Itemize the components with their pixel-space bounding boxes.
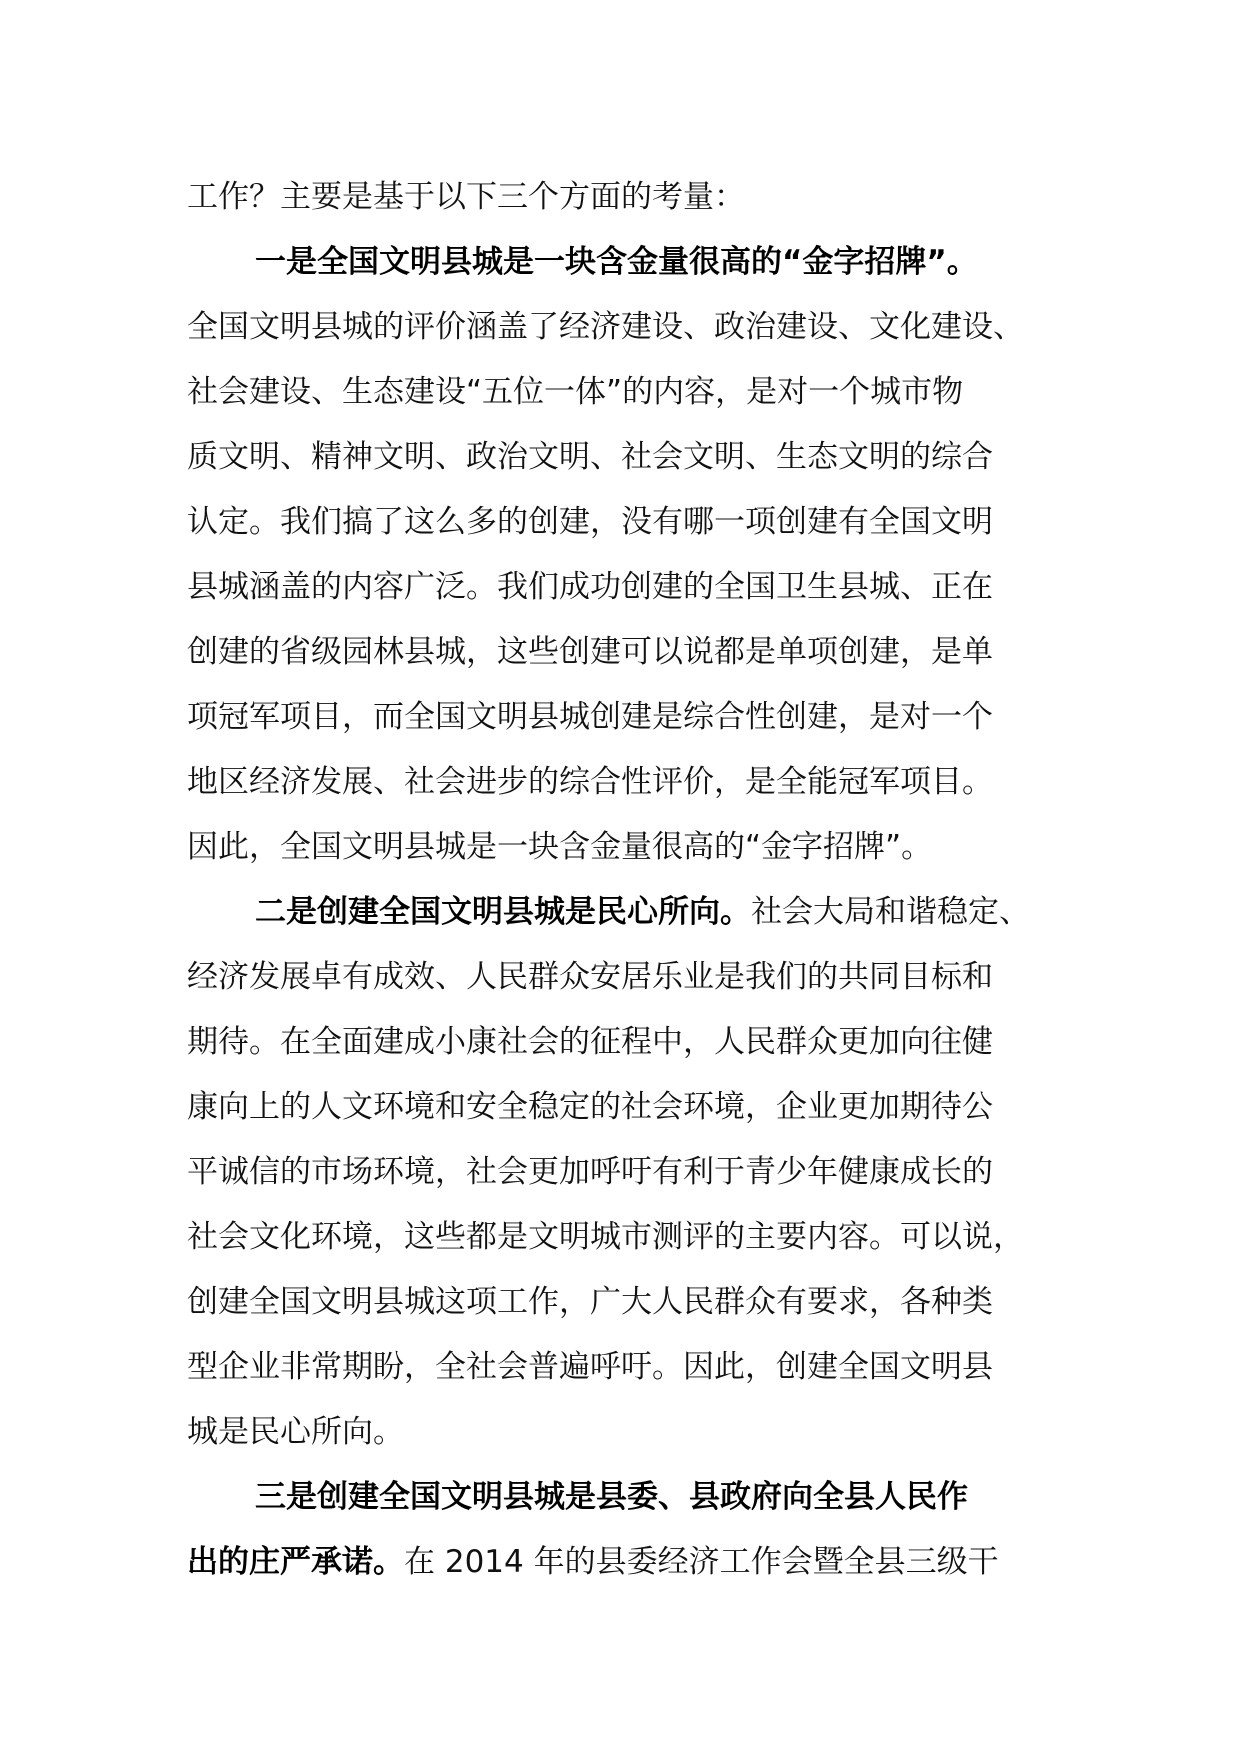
text-segment: 认定。我们搞了这么多的创建，没有哪一项创建有全国文明	[187, 504, 993, 540]
text-line	[187, 1270, 1067, 1335]
text-segment: 地区经济发展、社会进步的综合性评价，是全能冠军项目。	[187, 764, 993, 800]
text-line	[187, 620, 1067, 685]
text-segment: 型企业非常期盼，全社会普遍呼吁。因此，创建全国文明县	[187, 1349, 993, 1385]
text-segment: 社会文化环境，这些都是文明城市测评的主要内容。可以说，	[187, 1219, 1024, 1255]
text-line	[187, 1205, 1067, 1270]
paragraph-heading: 二是创建全国文明县城是民心所向。	[255, 894, 751, 930]
text-line	[187, 1335, 1067, 1400]
text-line	[187, 1075, 1067, 1140]
text-line	[187, 815, 1067, 880]
text-segment: 创建的省级园林县城，这些创建可以说都是单项创建，是单	[187, 634, 993, 670]
paragraph-heading: 三是创建全国文明县城是县委、县政府向全县人民作	[255, 1479, 968, 1515]
text-segment: 期待。在全面建成小康社会的征程中，人民群众更加向往健	[187, 1024, 993, 1060]
text-line	[187, 1140, 1067, 1205]
text-segment: 城是民心所向。	[187, 1414, 404, 1450]
paragraph-heading: 出的庄严承诺。	[187, 1544, 404, 1580]
paragraph-heading-line	[187, 230, 1067, 295]
text-segment: 在 2014 年的县委经济工作会暨全县三级干	[404, 1544, 999, 1580]
text-line	[187, 360, 1067, 425]
paragraph-heading-line	[187, 1465, 1067, 1530]
text-segment: 全国文明县城的评价涵盖了经济建设、政治建设、文化建设、	[187, 309, 1024, 345]
text-segment: 创建全国文明县城这项工作，广大人民群众有要求，各种类	[187, 1284, 993, 1320]
text-segment: 项冠军项目，而全国文明县城创建是综合性创建，是对一个	[187, 699, 993, 735]
text-line	[187, 945, 1067, 1010]
document-body	[187, 165, 1067, 1595]
text-line	[187, 685, 1067, 750]
text-line	[187, 165, 1067, 230]
text-segment: 工作？主要是基于以下三个方面的考量：	[187, 179, 745, 215]
text-segment: 平诚信的市场环境，社会更加呼吁有利于青少年健康成长的	[187, 1154, 993, 1190]
text-segment: 经济发展卓有成效、人民群众安居乐业是我们的共同目标和	[187, 959, 993, 995]
text-segment: 社会建设、生态建设“五位一体”的内容，是对一个城市物	[187, 374, 964, 410]
text-line	[187, 295, 1067, 360]
text-line	[187, 490, 1067, 555]
text-segment: 康向上的人文环境和安全稳定的社会环境，企业更加期待公	[187, 1089, 993, 1125]
text-line	[187, 425, 1067, 490]
text-line	[187, 1010, 1067, 1075]
text-segment: 社会大局和谐稳定、	[751, 894, 1030, 930]
text-segment: 质文明、精神文明、政治文明、社会文明、生态文明的综合	[187, 439, 993, 475]
paragraph-heading: 一是全国文明县城是一块含金量很高的“金字招牌”。	[255, 244, 978, 280]
paragraph-heading-line	[187, 880, 1067, 945]
text-line	[187, 1530, 1067, 1595]
text-line	[187, 1400, 1067, 1465]
text-segment: 因此，全国文明县城是一块含金量很高的“金字招牌”。	[187, 829, 933, 865]
text-segment: 县城涵盖的内容广泛。我们成功创建的全国卫生县城、正在	[187, 569, 993, 605]
text-line	[187, 750, 1067, 815]
text-line	[187, 555, 1067, 620]
